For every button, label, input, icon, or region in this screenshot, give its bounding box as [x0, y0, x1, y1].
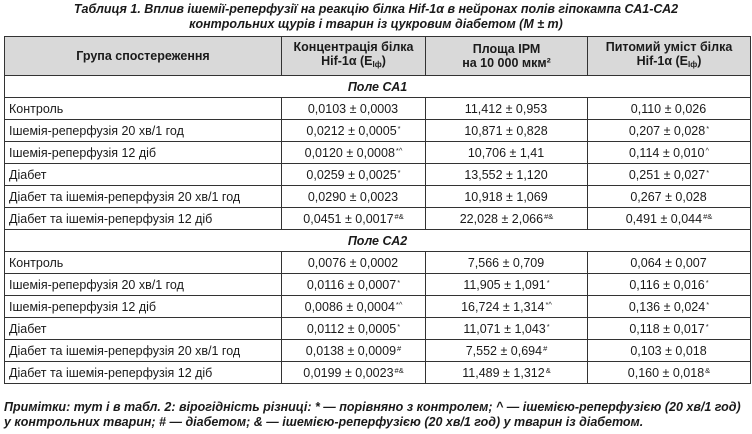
- table-row: [5, 142, 751, 164]
- concentration-cell: [282, 318, 426, 340]
- value-text: 0,0112 ± 0,0005: [306, 321, 397, 336]
- notes-line-2: у контрольних тварин; # — діабетом; & — ішемією-реперфузією (20 хв/1 год) у тварин із діабетом.: [4, 415, 644, 429]
- table-row: [5, 362, 751, 384]
- specific-content-cell: [588, 142, 751, 164]
- concentration-cell: [282, 120, 426, 142]
- value-text: 0,064 ± 0,007: [630, 255, 707, 270]
- value-text: 0,0259 ± 0,0025: [306, 167, 397, 182]
- header-group: Група спостереження: [5, 37, 282, 76]
- significance-mark: #&: [394, 365, 404, 375]
- group-cell: Діабет та ішемія-реперфузія 12 діб: [5, 362, 282, 384]
- group-cell: Ішемія-реперфузія 12 діб: [5, 142, 282, 164]
- header-area: Площа ІРМ на 10 000 мкм²: [426, 37, 588, 76]
- group-cell: Діабет та ішемія-реперфузія 20 хв/1 год: [5, 340, 282, 362]
- area-cell: [426, 142, 588, 164]
- area-cell: [426, 296, 588, 318]
- section-header-row: [5, 230, 751, 252]
- value-text: 13,552 ± 1,120: [464, 167, 548, 182]
- group-cell: Ішемія-реперфузія 20 хв/1 год: [5, 274, 282, 296]
- group-cell: Контроль: [5, 252, 282, 274]
- significance-mark: *: [397, 167, 401, 177]
- group-cell: Ішемія-реперфузія 20 хв/1 год: [5, 120, 282, 142]
- concentration-cell: [282, 362, 426, 384]
- group-cell: Ішемія-реперфузія 12 діб: [5, 296, 282, 318]
- value-text: 10,918 ± 1,069: [464, 189, 548, 204]
- significance-mark: *: [546, 321, 550, 331]
- value-text: 16,724 ± 1,314: [461, 299, 545, 314]
- significance-mark: *: [397, 321, 401, 331]
- header-concentration: Концентрація білка Hif-1α $(E_{Іф})$: [282, 37, 426, 76]
- significance-mark: *: [705, 321, 709, 331]
- value-text: 0,0120 ± 0,0008: [304, 145, 395, 160]
- section-title: Поле СА2: [5, 230, 751, 252]
- caption-line-2: контрольних щурів і тварин із цукровим діабетом (M ± m): [189, 17, 563, 31]
- concentration-cell: [282, 340, 426, 362]
- area-cell: [426, 98, 588, 120]
- value-text: 0,160 ± 0,018: [627, 365, 705, 380]
- significance-mark: *^: [395, 299, 403, 309]
- area-cell: [426, 120, 588, 142]
- specific-content-cell: [588, 252, 751, 274]
- value-text: 0,136 ± 0,024: [628, 299, 706, 314]
- concentration-cell: [282, 142, 426, 164]
- area-cell: [426, 318, 588, 340]
- table-row: [5, 340, 751, 362]
- area-cell: [426, 274, 588, 296]
- value-text: 10,871 ± 0,828: [464, 123, 548, 138]
- value-text: 7,552 ± 0,694: [465, 343, 543, 358]
- value-text: 7,566 ± 0,709: [467, 255, 545, 270]
- concentration-cell: [282, 208, 426, 230]
- concentration-cell: [282, 252, 426, 274]
- area-cell: [426, 362, 588, 384]
- significance-mark: *: [706, 299, 710, 309]
- value-text: 0,116 ± 0,016: [629, 277, 705, 292]
- value-text: 11,071 ± 1,043: [463, 321, 546, 336]
- value-text: 0,267 ± 0,028: [630, 189, 707, 204]
- table-row: [5, 318, 751, 340]
- section-title: Поле СА1: [5, 76, 751, 98]
- value-text: 11,905 ± 1,091: [463, 277, 546, 292]
- significance-mark: #&: [394, 211, 404, 221]
- concentration-cell: [282, 274, 426, 296]
- specific-content-cell: [588, 208, 751, 230]
- header-row: [5, 37, 751, 76]
- value-text: 0,0076 ± 0,0002: [307, 255, 399, 270]
- specific-content-cell: [588, 98, 751, 120]
- significance-mark: #: [397, 343, 402, 353]
- specific-content-cell: [588, 340, 751, 362]
- value-text: 0,0199 ± 0,0023: [303, 365, 394, 380]
- significance-mark: *: [397, 277, 401, 287]
- section-header-row: [5, 76, 751, 98]
- table-notes: [4, 400, 752, 430]
- significance-mark: *^: [395, 145, 403, 155]
- table-row: [5, 296, 751, 318]
- specific-content-cell: [588, 186, 751, 208]
- specific-content-cell: [588, 318, 751, 340]
- area-cell: [426, 252, 588, 274]
- value-text: 0,110 ± 0,026: [630, 101, 707, 116]
- value-text: 0,0086 ± 0,0004: [304, 299, 395, 314]
- value-text: 0,251 ± 0,027: [628, 167, 706, 182]
- value-text: 0,0212 ± 0,0005: [306, 123, 397, 138]
- specific-content-cell: [588, 164, 751, 186]
- area-cell: [426, 164, 588, 186]
- value-text: 0,0138 ± 0,0009: [305, 343, 397, 358]
- significance-mark: *: [705, 277, 709, 287]
- concentration-cell: [282, 164, 426, 186]
- value-text: 11,489 ± 1,312: [462, 365, 545, 380]
- notes-line-1: Примітки: тут і в табл. 2: вірогідність різниці: * — порівняно з контролем; ^ — ішемією-реперфузією (20 хв/1 год): [4, 400, 741, 414]
- area-cell: [426, 340, 588, 362]
- value-text: 0,207 ± 0,028: [628, 123, 706, 138]
- significance-mark: &: [705, 365, 711, 375]
- value-text: 22,028 ± 2,066: [459, 211, 544, 226]
- significance-mark: *^: [545, 299, 552, 309]
- significance-mark: *: [546, 277, 550, 287]
- group-cell: Діабет: [5, 318, 282, 340]
- concentration-cell: [282, 98, 426, 120]
- specific-content-cell: [588, 120, 751, 142]
- value-text: 0,0451 ± 0,0017: [303, 211, 394, 226]
- significance-mark: ^: [705, 145, 709, 155]
- specific-content-cell: [588, 274, 751, 296]
- significance-mark: #&: [544, 211, 554, 221]
- concentration-cell: [282, 186, 426, 208]
- area-cell: [426, 208, 588, 230]
- table-row: [5, 208, 751, 230]
- significance-mark: *: [706, 167, 710, 177]
- significance-mark: &: [545, 365, 551, 375]
- concentration-cell: [282, 296, 426, 318]
- table-row: [5, 120, 751, 142]
- table-row: [5, 252, 751, 274]
- table-row: [5, 98, 751, 120]
- value-text: 0,0290 ± 0,0023: [307, 189, 399, 204]
- caption-line-1: Таблиця 1. Вплив ішемії-реперфузії на реакцію білка Hif-1α в нейронах полів гіпокампа СА1-СА2: [73, 2, 679, 16]
- value-text: 0,118 ± 0,017: [629, 321, 705, 336]
- significance-mark: #: [543, 343, 548, 353]
- table-caption: [0, 2, 752, 32]
- group-cell: Діабет та ішемія-реперфузія 12 діб: [5, 208, 282, 230]
- value-text: 0,114 ± 0,010: [629, 145, 705, 160]
- specific-content-cell: [588, 296, 751, 318]
- specific-content-cell: [588, 362, 751, 384]
- area-cell: [426, 186, 588, 208]
- value-text: 0,103 ± 0,018: [630, 343, 707, 358]
- value-text: 10,706 ± 1,41: [467, 145, 545, 160]
- value-text: 0,491 ± 0,044: [625, 211, 703, 226]
- group-cell: Контроль: [5, 98, 282, 120]
- header-specific-content: Питомий уміст білка Hif-1α $(E_{Іф})$: [588, 37, 751, 76]
- table-row: [5, 274, 751, 296]
- value-text: 0,0116 ± 0,0007: [306, 277, 397, 292]
- group-cell: Діабет та ішемія-реперфузія 20 хв/1 год: [5, 186, 282, 208]
- significance-mark: *: [706, 123, 710, 133]
- significance-mark: #&: [703, 211, 713, 221]
- significance-mark: *: [397, 123, 401, 133]
- table-row: [5, 164, 751, 186]
- group-cell: Діабет: [5, 164, 282, 186]
- value-text: 0,0103 ± 0,0003: [307, 101, 399, 116]
- data-table: [4, 36, 751, 384]
- value-text: 11,412 ± 0,953: [464, 101, 548, 116]
- table-row: [5, 186, 751, 208]
